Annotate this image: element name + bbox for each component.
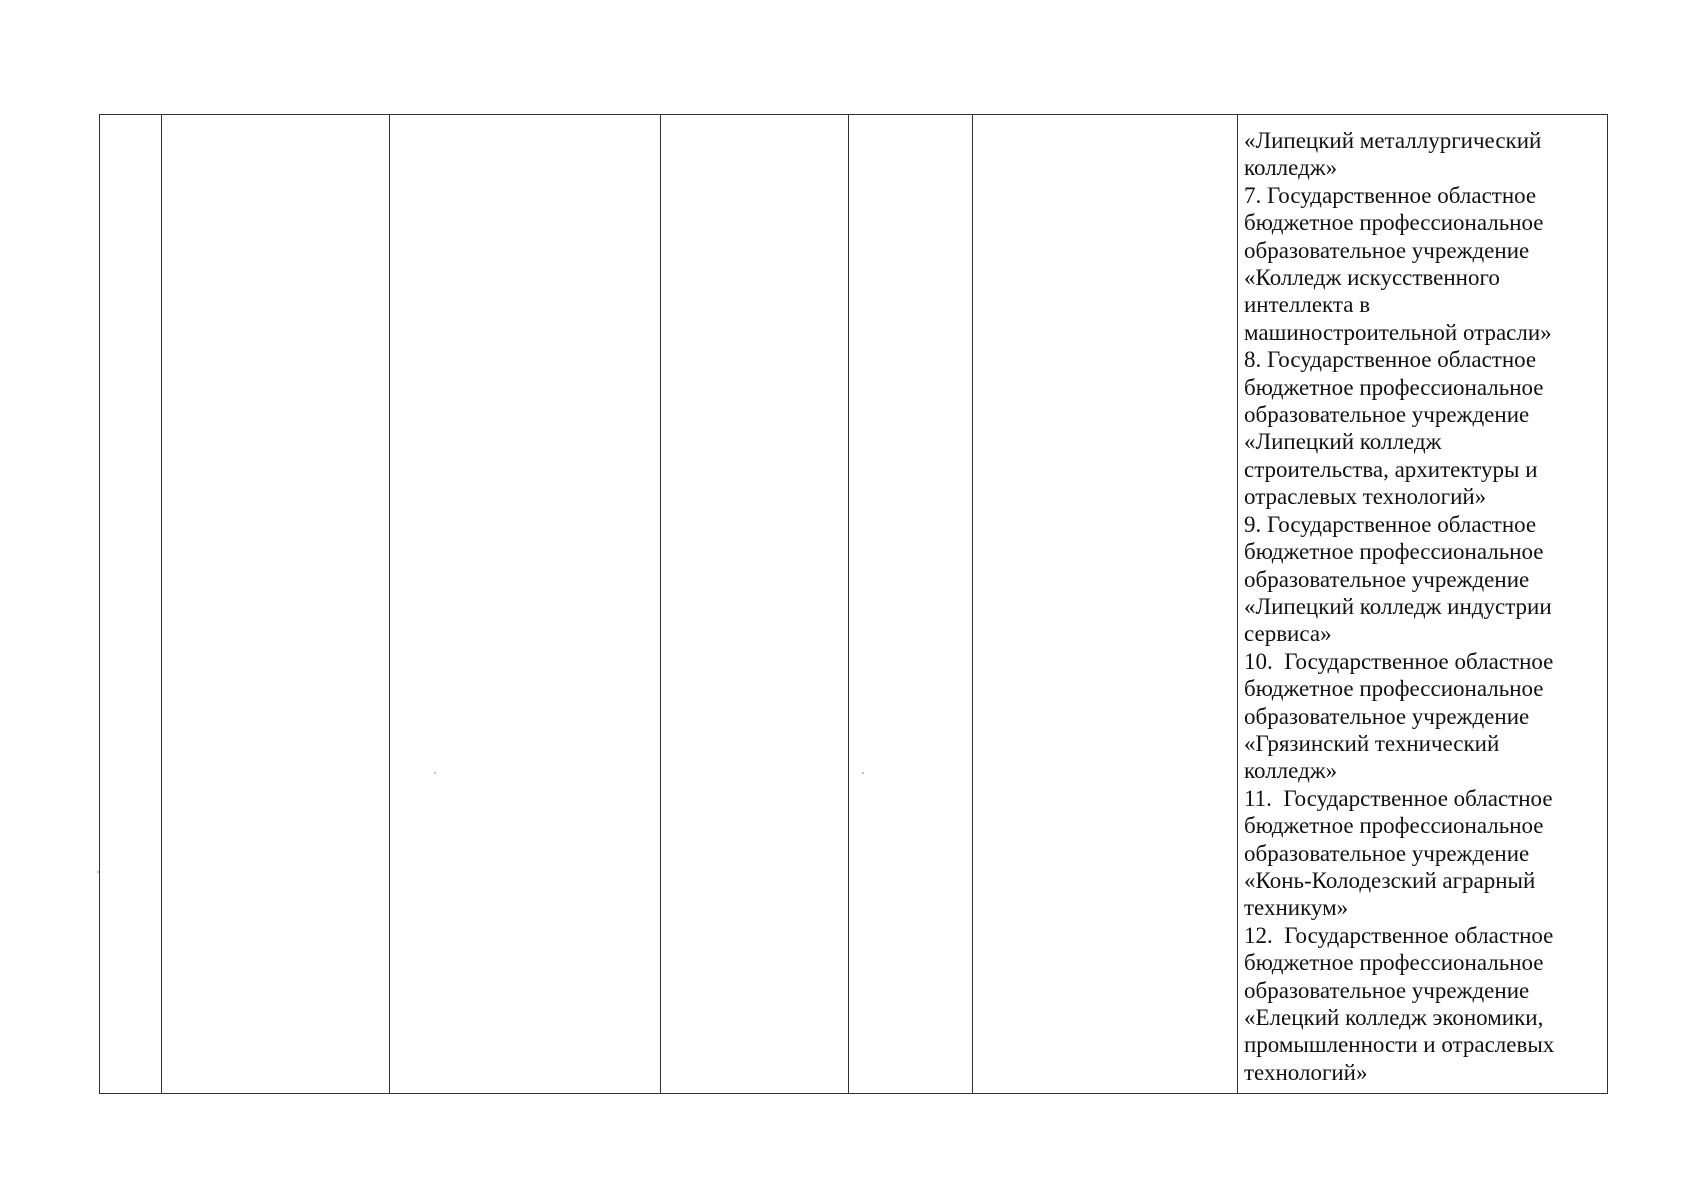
table-cell-col3	[390, 115, 661, 1094]
table-cell-col5	[849, 115, 973, 1094]
table-cell-institutions	[1238, 115, 1608, 1094]
document-table	[99, 114, 1608, 1094]
table-cell-number	[100, 115, 162, 1094]
table-row	[100, 115, 1608, 1094]
table-cell-col2	[162, 115, 390, 1094]
institutions-list-text: «Липецкий металлургический колледж» 7. Государственное областное бюджетное профессиональное образовательное учреждение «Колледж искусственного интеллекта в машиностроительной отрасли» 8. Государственное областное бюджетное профессиональное образовательное учреждение «Липецкий колледж строительства, архитектуры и отраслевых технологий» 9. Государственное областное бюджетное профессиональное образовательное учреждение «Липецкий колледж индустрии сервиса» 10. Государственное областное бюджетное профессиональное образовательное учреждение «Грязинский технический колледж» 11. Государственное областное бюджетное профессиональное образовательное учреждение «Конь-Колодезский аграрный техникум» 12. Государственное областное бюджетное профессиональное образовательное учреждение «Елецкий колледж экономики, промышленности и отраслевых технологий»	[1244, 128, 1555, 1085]
table-cell-col6	[973, 115, 1238, 1094]
table-cell-col4	[661, 115, 849, 1094]
